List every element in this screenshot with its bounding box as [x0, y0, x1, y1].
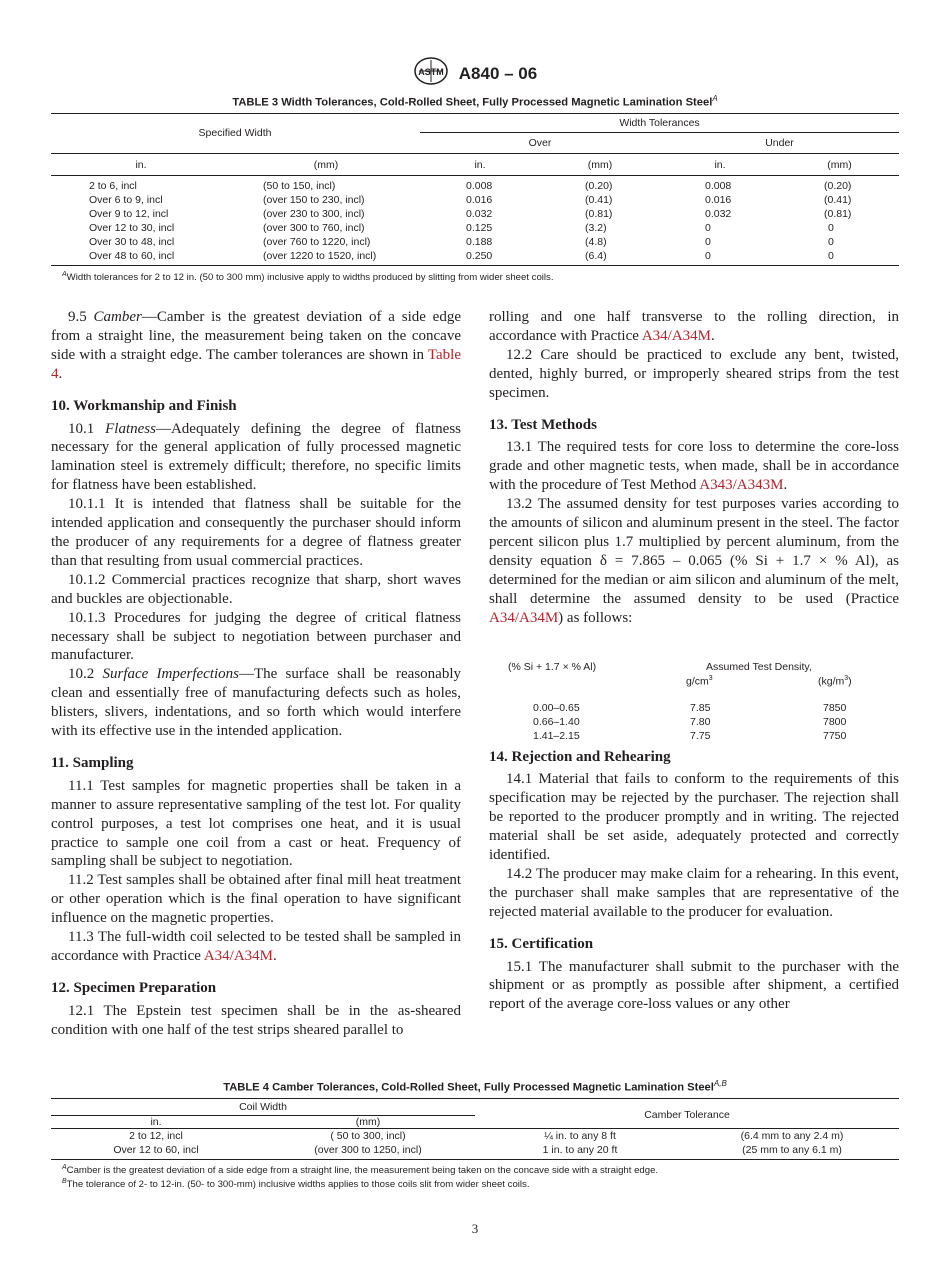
- table3-unit-over-mm: (mm): [587, 159, 613, 171]
- a34-link[interactable]: A34/A34M: [489, 609, 559, 626]
- cell: 0.00–0.65: [533, 702, 580, 714]
- cell: 1 in. to any 20 ft: [542, 1144, 618, 1156]
- para-13-1: 13.1 The required tests for core loss to determine the core-loss grade and other magnetic tests, when made, shall be in accordance with the procedure of Test Method A343/A343M.: [489, 439, 899, 494]
- table3-unit-under-mm: (mm): [827, 159, 852, 171]
- table4-unit-in: in.: [150, 1116, 162, 1128]
- cell: 1.41–2.15: [533, 730, 580, 742]
- cell: 7800: [823, 716, 847, 728]
- table3-footnote: $^A$Width tolerances for 2 to 12 in. (50 to 300 mm) inclusive apply to widths produced by slitting from wider sheet coils.: [62, 271, 554, 284]
- density-header-factor: (% Si + 1.7 × % Al): [508, 661, 597, 673]
- cell: 0.032: [705, 208, 732, 220]
- para-14-2: 14.2 The producer may make claim for a rehearing. In this event, the purchaser shall make samples that are representative of the rejected material available to the producer for evaluation.: [489, 865, 899, 920]
- para-10-1-1: 10.1.1 It is intended that flatness shall be suitable for the intended application and consequently the purchaser should inform the producer of any requirements for a degree of flatness greater than that resulting from usual commercial practices.: [51, 496, 461, 569]
- para-11-1: 11.1 Test samples for magnetic properties shall be taken in a manner to assure representative sampling of the test lot. For quality control purposes, a test lot comprises one heat, and it is usual practice to sample one coil from a cast or heat. Frequency of sampling shall be subject to negotiation.: [51, 777, 461, 870]
- cell: 7.85: [690, 702, 711, 714]
- cell: (0.20): [585, 180, 613, 192]
- cell: 0.016: [705, 194, 732, 206]
- cell: 2 to 12, incl: [129, 1130, 183, 1142]
- table3-top-rule: [51, 113, 899, 114]
- para-14-1: 14.1 Material that fails to conform to the requirements of this specification may be rejected by the purchaser. The rejection shall be reported to the producer promptly and in writing. The rejected material shall be set aside, adequately protected and correctly identified.: [489, 771, 899, 864]
- table3-under-header: Under: [765, 137, 794, 149]
- table4-link[interactable]: Table 4: [51, 346, 461, 382]
- cell: ( 50 to 300, incl): [330, 1130, 406, 1142]
- cell: 0.250: [466, 250, 493, 262]
- table3-unit-over-in: in.: [474, 159, 486, 171]
- cell: 7.80: [690, 716, 711, 728]
- cell: 0: [828, 222, 834, 234]
- cell: (6.4 mm to any 2.4 m): [740, 1130, 844, 1142]
- a343-link[interactable]: A343/A343M: [699, 477, 784, 494]
- cell: Over 6 to 9, incl: [89, 194, 163, 206]
- cell: 0: [705, 222, 711, 234]
- cell: Over 48 to 60, incl: [89, 250, 175, 262]
- cell: 7750: [823, 730, 847, 742]
- para-13-2: 13.2 The assumed density for test purposes varies according to the amounts of silicon and aluminum present in the steel. The factor percent silicon plus 1.7 multiplied by percent aluminum, from the density equation δ = 7.865 – 0.065 (% Si + 1.7 × % Al), as determined for the median or aim silicon and aluminum of the melt, shall determine the assumed density to be used (Practice A34/A34M) as follows:: [489, 496, 899, 626]
- para-12-2: 12.2 Care should be practiced to exclude any bent, twisted, dented, highly burred, or improperly sheared strips from the test specimen.: [489, 346, 899, 401]
- para-11-3: 11.3 The full-width coil selected to be tested shall be sampled in accordance with Practice A34/A34M.: [51, 929, 461, 964]
- cell: (over 230 to 300, incl): [263, 208, 365, 220]
- table3-over-header: Over: [528, 137, 552, 149]
- page-header: [0, 56, 950, 91]
- cell: (0.81): [824, 208, 852, 220]
- para-10-1-2: 10.1.2 Commercial practices recognize that sharp, short waves and buckles are objectionable.: [51, 571, 461, 607]
- cell: (over 300 to 1250, incl): [314, 1144, 422, 1156]
- table4-unit-mm: (mm): [355, 1116, 381, 1128]
- table4-footnote-b: $^B$The tolerance of 2- to 12-in. (50- to 300-mm) inclusive widths applies to those coils slit from wider sheet coils.: [62, 1178, 530, 1191]
- section-14-heading: 14. Rejection and Rehearing: [489, 748, 671, 765]
- table4-coil-width-header: Coil Width: [239, 1101, 287, 1113]
- cell: 0.008: [466, 180, 493, 192]
- table4-camber-header: Camber Tolerance: [644, 1109, 730, 1121]
- cell: 2 to 6, incl: [89, 180, 137, 192]
- svg-text:ASTM: ASTM: [418, 67, 444, 77]
- cell: 7.75: [690, 730, 711, 742]
- section-13-heading: 13. Test Methods: [489, 416, 597, 433]
- left-column: [51, 308, 461, 1040]
- para-10-2: 10.2 Surface Imperfections—The surface shall be reasonably clean and essentially free of manufacturing defects such as holes, blisters, slivers, indentations, and so forth which would interfere with its effective use in the intended application.: [51, 666, 461, 740]
- table3-bottom-rule: [51, 265, 899, 266]
- cell: ¼ in. to any 8 ft: [544, 1130, 616, 1142]
- cell: Over 12 to 30, incl: [89, 222, 175, 234]
- table3-rule-2: [51, 153, 899, 154]
- cell: (over 300 to 760, incl): [263, 222, 365, 234]
- cell: Over 12 to 60, incl: [113, 1144, 199, 1156]
- cell: 0.016: [466, 194, 493, 206]
- cell: (3.2): [585, 222, 607, 234]
- para-15-1: 15.1 The manufacturer shall submit to the purchaser with the shipment or as promptly as possible after shipment, a certified report of the average core-loss values or any other: [489, 958, 899, 1013]
- table4-caption: TABLE 4 Camber Tolerances, Cold-Rolled Sheet, Fully Processed Magnetic Lamination Steel$^{A,B}$: [223, 1079, 727, 1094]
- cell: 0.188: [466, 236, 493, 248]
- cell: 0.008: [705, 180, 732, 192]
- cell: 0: [828, 250, 834, 262]
- cell: (6.4): [585, 250, 607, 262]
- para-9-5: 9.5 Camber—Camber is the greatest deviation of a side edge from a straight line, the measurement being taken on the concave side with a straight edge. The camber tolerances are shown in Table 4.: [51, 309, 461, 382]
- table3-unit-in: in.: [135, 159, 147, 171]
- cell: Over 9 to 12, incl: [89, 208, 169, 220]
- table3-unit-mm: (mm): [313, 159, 339, 171]
- page-number: 3: [471, 1221, 479, 1236]
- table4-bottom-rule: [51, 1159, 899, 1160]
- section-11-heading: 11. Sampling: [51, 754, 134, 771]
- cell: 0: [828, 236, 834, 248]
- section-12-heading: 12. Specimen Preparation: [51, 979, 217, 996]
- table3-caption: TABLE 3 Width Tolerances, Cold-Rolled Sheet, Fully Processed Magnetic Lamination Steel$^A$: [232, 94, 718, 109]
- table3-width-tolerances-header: Width Tolerances: [619, 117, 700, 129]
- cell: (0.20): [824, 180, 852, 192]
- cell: (0.41): [585, 194, 613, 206]
- cell: 0.66–1.40: [533, 716, 580, 728]
- cell: (0.41): [824, 194, 852, 206]
- a34-link[interactable]: A34/A34M: [641, 327, 712, 344]
- cell: 7850: [823, 702, 847, 714]
- para-11-2: 11.2 Test samples shall be obtained after final mill heat treatment or other operation which is the final operation to have significant influence on the magnetic properties.: [51, 872, 461, 927]
- para-10-1: 10.1 Flatness—Adequately defining the degree of flatness necessary for the general application of fully processed magnetic lamination steel is extremely difficult; therefore, no specific limits for flatness have been established.: [51, 420, 461, 494]
- table3-specified-width-header: Specified Width: [198, 127, 272, 139]
- cell: Over 30 to 48, incl: [89, 236, 175, 248]
- para-12-1: 12.1 The Epstein test specimen shall be in the as-sheared condition with one half of the test strips sheared parallel to: [51, 1002, 461, 1038]
- table4-rule-2: [51, 1128, 899, 1129]
- para-12-1-continued: rolling and one half transverse to the rolling direction, in accordance with Practice A34/A34M.: [489, 309, 899, 344]
- cell: (50 to 150, incl): [263, 180, 336, 192]
- cell: (over 150 to 230, incl): [263, 194, 365, 206]
- density-header-assumed: Assumed Test Density,: [706, 661, 812, 673]
- cell: 0: [705, 236, 711, 248]
- cell: 0.125: [466, 222, 493, 234]
- cell: 0.032: [466, 208, 493, 220]
- table3-rule-1: [420, 132, 899, 133]
- para-10-1-3: 10.1.3 Procedures for judging the degree of critical flatness necessary shall be subject to negotiation between purchaser and manufacturer.: [51, 609, 461, 664]
- table4-top-rule: [51, 1098, 899, 1099]
- cell: (0.81): [585, 208, 613, 220]
- cell: (over 760 to 1220, incl): [263, 236, 371, 248]
- designation: A840 – 06: [458, 63, 538, 83]
- cell: 0: [705, 250, 711, 262]
- cell: (over 1220 to 1520, incl): [263, 250, 377, 262]
- section-10-heading: 10. Workmanship and Finish: [51, 397, 237, 414]
- density-unit-kgm3: $(kg/m^3)$: [818, 675, 852, 688]
- astm-logo-icon: [413, 56, 449, 91]
- table3-unit-under-in: in.: [714, 159, 726, 171]
- table3-rule-3: [51, 175, 899, 176]
- table4-footnote-a: $^A$Camber is the greatest deviation of a side edge from a straight line, the measurement being taken on the concave side with a straight edge.: [62, 1164, 659, 1177]
- a34-link[interactable]: A34/A34M: [203, 948, 274, 964]
- density-unit-gcm3: $g/cm^3$: [686, 675, 713, 688]
- cell: (25 mm to any 6.1 m): [742, 1144, 842, 1156]
- cell: (4.8): [585, 236, 607, 248]
- section-15-heading: 15. Certification: [489, 935, 594, 952]
